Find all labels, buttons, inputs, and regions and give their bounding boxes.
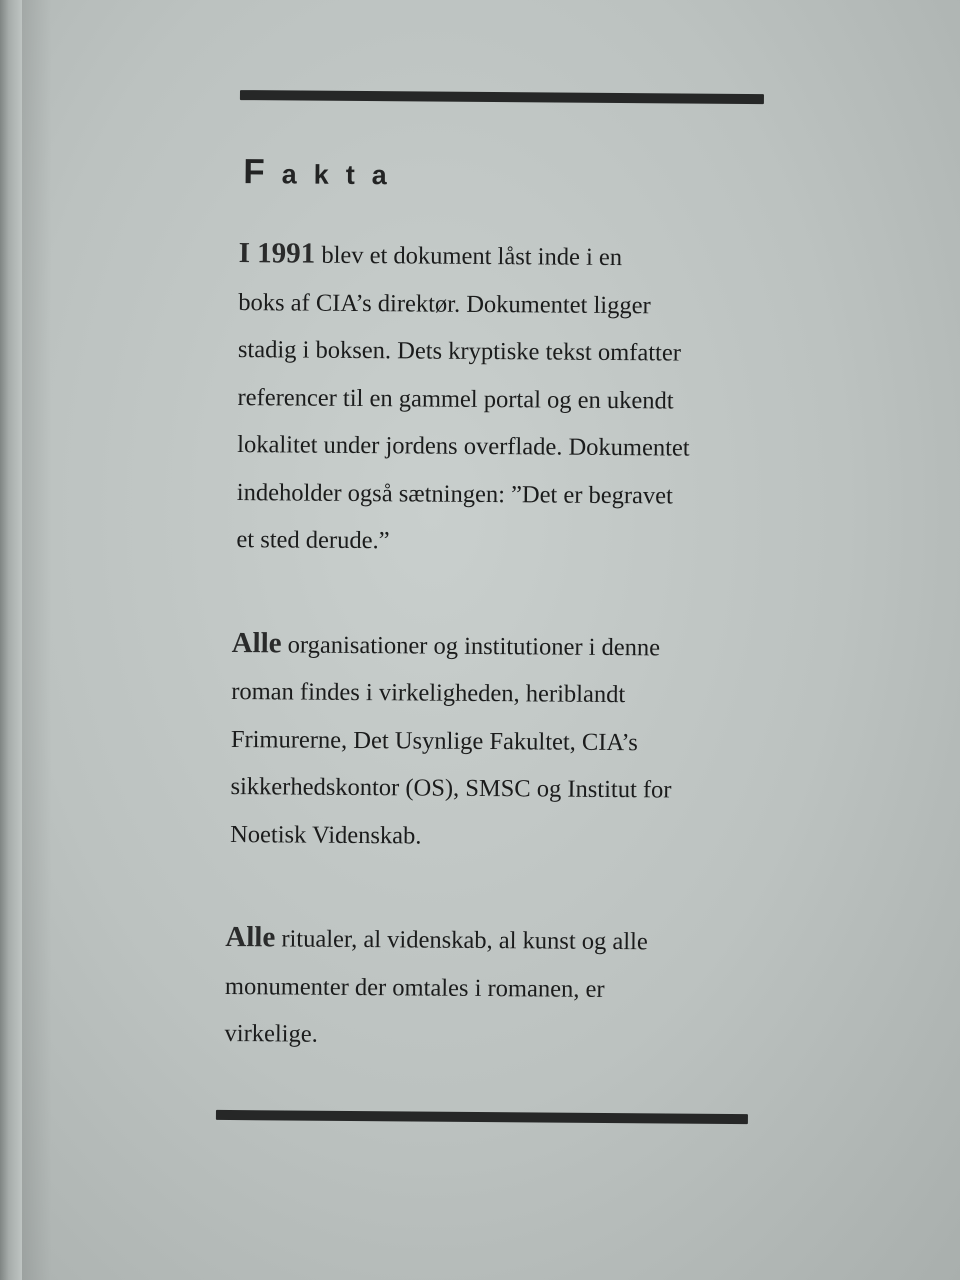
text-line: referencer til en gammel portal og en ukendt [237, 383, 674, 414]
paragraph-lead: I 1991 [238, 237, 316, 270]
text-line: sikkerhedskontor (OS), SMSC og Institut for [230, 773, 672, 804]
heading-initial: F [243, 152, 282, 192]
top-rule [240, 90, 764, 104]
paragraph-rituals [224, 914, 765, 1062]
fact-box [224, 90, 772, 1124]
text-line: indeholder også sætningen: ”Det er begravet [236, 478, 674, 509]
paragraph-1991-document [236, 230, 771, 568]
text-line: lokalitet under jordens overflade. Dokumentet [237, 431, 690, 462]
bottom-rule [216, 1109, 748, 1123]
text-line: blev et dokument låst inde i en [321, 241, 623, 272]
text-line: virkelige. [224, 1019, 318, 1048]
paragraph-lead: Alle [225, 920, 276, 954]
text-line: stadig i boksen. Dets kryptiske tekst omfatter [237, 336, 682, 367]
text-line: ritualer, al videnskab, al kunst og alle [281, 925, 648, 956]
heading-rest: akta [281, 159, 404, 191]
text-line: monumenter der omtales i romanen, er [224, 972, 605, 1003]
text-line: et sted derude.” [236, 526, 390, 555]
paragraph-organisations [230, 620, 768, 863]
section-heading [243, 152, 771, 196]
text-line: boks af CIA’s direktør. Dokumentet ligger [238, 288, 651, 319]
book-gutter-shadow [22, 0, 52, 1280]
book-page-edge [0, 0, 22, 1280]
text-line: Noetisk Videnskab. [230, 820, 422, 850]
text-line: roman findes i virkeligheden, heriblandt [231, 678, 626, 709]
paragraph-lead: Alle [231, 626, 282, 659]
text-line: organisationer og institutioner i denne [287, 630, 661, 661]
text-line: Frimurerne, Det Usynlige Fakultet, CIA’s [230, 725, 638, 756]
